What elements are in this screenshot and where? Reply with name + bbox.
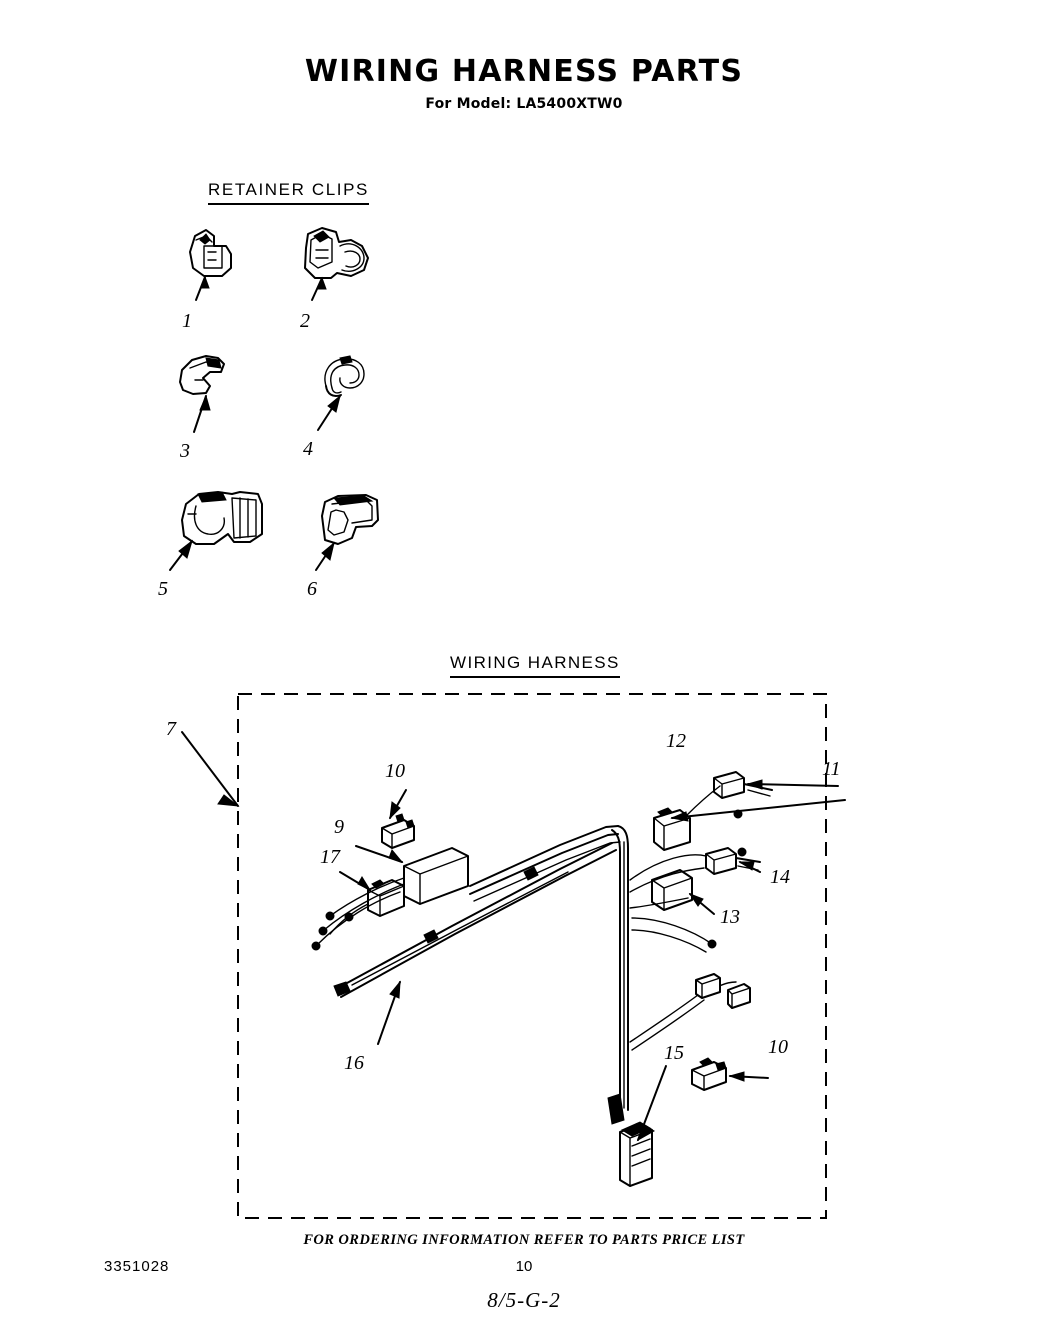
callout-1: 1 [182,310,192,332]
callout-14: 14 [770,866,790,888]
section-heading-wiring-harness-text: WIRING HARNESS [450,653,620,678]
callout-17: 17 [320,846,340,868]
callout-10-upper: 10 [385,760,405,782]
callout-15: 15 [664,1042,684,1064]
callout-16: 16 [344,1052,364,1074]
harness-boundary [238,694,826,1218]
part-illustration-6 [322,495,378,544]
callout-5: 5 [158,578,168,600]
callout-11: 11 [822,758,841,780]
callout-7: 7 [166,718,176,740]
ordering-note: FOR ORDERING INFORMATION REFER TO PARTS PRICE LIST [303,1232,745,1248]
callout-13: 13 [720,906,740,928]
page-number: 10 [515,1258,533,1275]
callout-4: 4 [303,438,313,460]
part-illustration-1 [190,230,231,276]
handwritten-note: 8/5-G-2 [487,1288,561,1312]
part-illustration-3 [180,356,224,394]
callout-3: 3 [180,440,190,462]
model-label: For Model: LA5400XTW0 [425,96,623,112]
part-illustration-5 [182,492,262,544]
callout-12: 12 [666,730,686,752]
callout-6: 6 [307,578,317,600]
part-code: 3351028 [104,1258,170,1275]
section-heading-retainer-clips-text: RETAINER CLIPS [208,180,369,205]
callout-2: 2 [300,310,310,332]
section-heading-retainer-clips [208,180,369,205]
callout-10-lower: 10 [768,1036,788,1058]
part-illustration-4 [325,356,364,396]
section-heading-wiring-harness [450,653,620,678]
part-illustration-2 [305,228,368,278]
callout-9: 9 [334,816,344,838]
harness-illustration [312,772,772,1186]
page-title: WIRING HARNESS PARTS [304,54,744,89]
